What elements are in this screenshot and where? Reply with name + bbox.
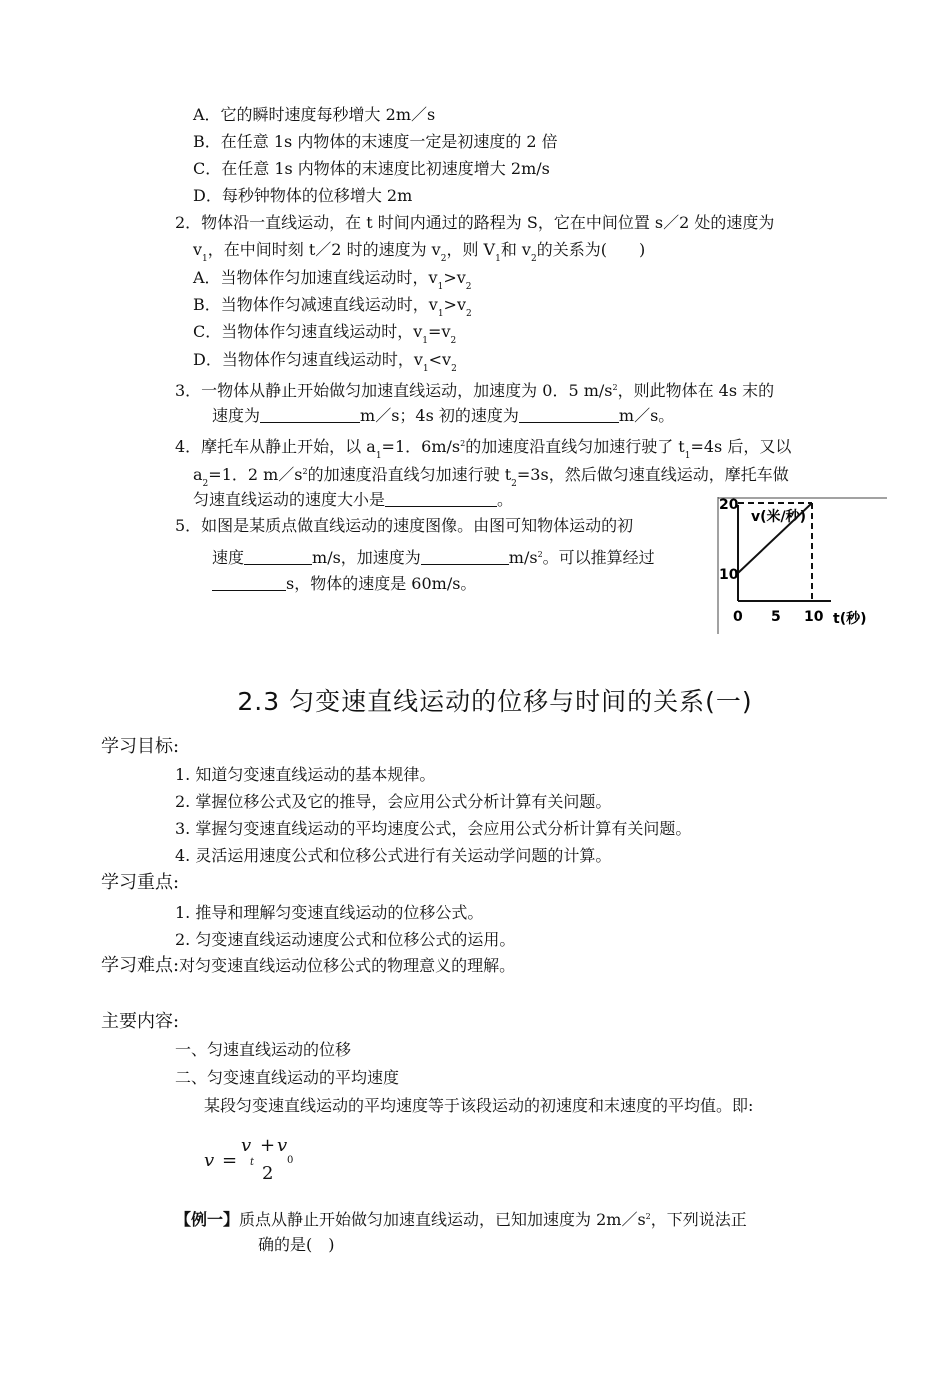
formula-denominator: 2 bbox=[262, 1163, 274, 1184]
q1-option-b: B．在任意 1s 内物体的末速度一定是初速度的 2 倍 bbox=[193, 132, 558, 151]
q2-option-a: A．当物体作匀加速直线运动时，$v_1>v_2$ bbox=[193, 268, 472, 292]
q5-blank-3[interactable] bbox=[212, 576, 286, 591]
q5-line2: 速度 m/s，加速度为 $m/s^2$。可以推算经过 bbox=[212, 548, 655, 567]
difficulty-line bbox=[101, 956, 515, 976]
q3-blank-2[interactable] bbox=[519, 408, 619, 423]
q1-option-a: A．它的瞬时速度每秒增大 2m／s bbox=[193, 105, 436, 124]
difficulty-heading: 学习难点: bbox=[101, 955, 180, 976]
example-line2: 确的是( ) bbox=[258, 1235, 335, 1254]
q5-blank-1[interactable] bbox=[244, 550, 312, 565]
main-content-item: 一、匀速直线运动的位移 bbox=[175, 1040, 352, 1059]
example-label: 【例一】 bbox=[175, 1210, 240, 1229]
goal-item: 3. 掌握匀变速直线运动的平均速度公式，会应用公式分析计算有关问题。 bbox=[175, 819, 692, 838]
formula-plus: + bbox=[260, 1135, 276, 1156]
goals-heading: 学习目标: bbox=[101, 736, 180, 757]
q3-line1: 3．一物体从静止开始做匀加速直线运动，加速度为 0．5 $m/s^2$，则此物体在 4s 末的 bbox=[175, 381, 775, 400]
q2-line1: 2．物体沿一直线运动，在 t 时间内通过的路程为 S，它在中间位置 s／2 处的速度为 bbox=[175, 213, 775, 232]
x-axis-label: t(秒) bbox=[833, 611, 867, 627]
y-axis-label: v(米/秒) bbox=[751, 509, 807, 525]
main-content-paragraph: 某段匀变速直线运动的平均速度等于该段运动的初速度和末速度的平均值。即: bbox=[204, 1096, 754, 1115]
section-title: 2.3 匀变速直线运动的位移与时间的关系(一) bbox=[237, 687, 753, 716]
velocity-time-graph bbox=[717, 497, 887, 634]
y-tick-label: 10 bbox=[719, 567, 739, 583]
formula-num-b-sub: 0 bbox=[287, 1155, 294, 1166]
q4-line2: $a_2=1$．2 $m/s^2$的加速度沿直线匀加速行驶 $t_2=3s$，然后做匀速直线运动，摩托车做 bbox=[193, 465, 789, 489]
goal-item: 1. 知道匀变速直线运动的基本规律。 bbox=[175, 765, 436, 784]
q1-option-d: D．每秒钟物体的位移增大 2m bbox=[193, 186, 413, 205]
q2-option-d: D．当物体作匀速直线运动时，$v_1<v_2$ bbox=[193, 350, 457, 374]
goal-item: 4. 灵活运用速度公式和位移公式进行有关运动学问题的计算。 bbox=[175, 846, 612, 865]
q5-line3: s，物体的速度是 60m/s。 bbox=[212, 574, 476, 594]
difficulty-text: 对匀变速直线运动位移公式的物理意义的理解。 bbox=[179, 956, 516, 975]
q1-option-c: C．在任意 1s 内物体的末速度比初速度增大 2m/s bbox=[193, 159, 550, 178]
formula-num-b: v bbox=[277, 1135, 288, 1156]
example-line1: 【例一】质点从静止开始做匀加速直线运动，已知加速度为 $2m/s^2$，下列说法正 bbox=[175, 1210, 747, 1229]
formula-equals: = bbox=[222, 1150, 238, 1171]
x-tick-label: 0 bbox=[733, 609, 743, 625]
q4-line3: 匀速直线运动的速度大小是 。 bbox=[193, 490, 514, 509]
x-tick-label: 5 bbox=[771, 609, 781, 625]
key-point-item: 1. 推导和理解匀变速直线运动的位移公式。 bbox=[175, 903, 484, 922]
q2-line2: $v_1$，在中间时刻 t／2 时的速度为 $v_2$，则 $V_1$和 $v_2$的关系为( ) bbox=[193, 240, 646, 264]
main-content-item: 二、匀变速直线运动的平均速度 bbox=[175, 1068, 400, 1087]
q2-option-c: C．当物体作匀速直线运动时，$v_1=v_2$ bbox=[193, 322, 457, 346]
formula-num-a: v bbox=[241, 1135, 252, 1156]
q2-option-b: B．当物体作匀减速直线运动时，$v_1>v_2$ bbox=[193, 295, 472, 319]
q3-line2: 速度为 m／s；4s 初的速度为 m／s。 bbox=[212, 406, 675, 425]
q4-line1: 4．摩托车从静止开始，以 $a_1=1$．$6m/s^2$的加速度沿直线匀加速行驶了 $t_1=4s$ 后，又以 bbox=[175, 437, 792, 461]
x-tick-label: 10 bbox=[804, 609, 824, 625]
main-content-heading: 主要内容: bbox=[101, 1011, 180, 1032]
formula-num-a-sub: t bbox=[250, 1157, 255, 1168]
goal-item: 2. 掌握位移公式及它的推导，会应用公式分析计算有关问题。 bbox=[175, 792, 612, 811]
formula-lhs: v bbox=[204, 1150, 215, 1171]
q5-blank-2[interactable] bbox=[421, 550, 509, 565]
q4-blank[interactable] bbox=[385, 492, 497, 507]
q3-blank-1[interactable] bbox=[260, 408, 360, 423]
key-point-item: 2. 匀变速直线运动速度公式和位移公式的运用。 bbox=[175, 930, 516, 949]
y-tick-label: 20 bbox=[719, 497, 739, 513]
key-points-heading: 学习重点: bbox=[101, 872, 180, 893]
q5-line1: 5．如图是某质点做直线运动的速度图像。由图可知物体运动的初 bbox=[175, 516, 634, 535]
